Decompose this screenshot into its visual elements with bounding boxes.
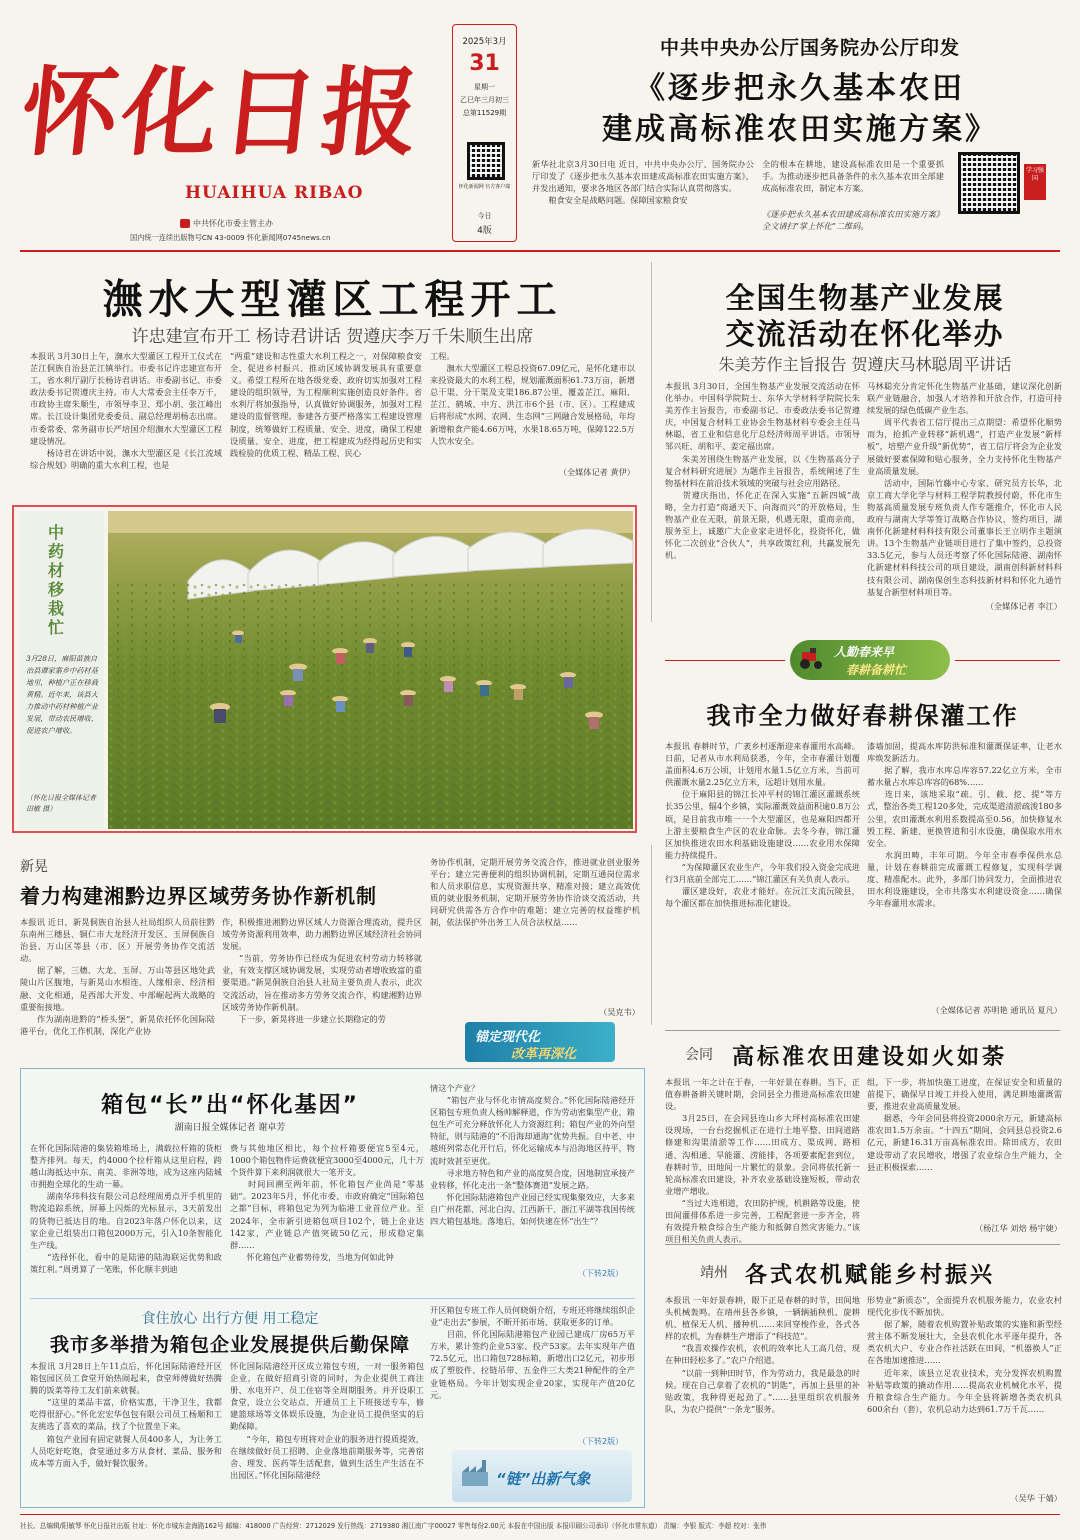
bags-byline: 湖南日报全媒体记者 谢卓芳 bbox=[174, 1123, 286, 1133]
machinery-title: 各式农机赋能乡村振兴 bbox=[745, 1263, 996, 1288]
pages-value: 4版 bbox=[477, 226, 492, 236]
lead-qr-code[interactable] bbox=[958, 152, 1020, 214]
lead-body-col2: 全的根本在耕地，建设高标准农田是一个重要抓手。为推动逐步把具备条件的永久基本农田全部建成高标准农田，制定本方案。 bbox=[762, 159, 944, 194]
date-day: 31 bbox=[469, 51, 500, 76]
irrigation-body-col1: 本报讯 3月30日上午，潕水大型灌区工程开工仪式在芷江侗族自治县芷江镇举行。市委书记许忠建宣布开工，省水利厅副厅长杨诗君讲话。市委副书记、市委政法委书记贺遵庆主持。市人大常委会主任李万千，市政协主席朱顺生，市领导李卫、郑小胡、张江峰出席。长江设计集团党委委员、副总经理胡杨志出席。市委常委、常务副市长严培国介绍潕水大型灌区工程建设情况。 杨诗君在讲话中说，潕水大型灌区是《长江流域综合规划》明确的重大水利工程，也是 bbox=[30, 351, 222, 470]
column-divider-2 bbox=[651, 845, 652, 1025]
factory-icon bbox=[460, 1458, 490, 1488]
date-box bbox=[452, 24, 517, 242]
spring-rule-right bbox=[955, 660, 1060, 661]
logistics-title: 我市多举措为箱包企业发展提供后勤保障 bbox=[49, 1334, 410, 1356]
bags-divider bbox=[30, 1298, 635, 1299]
farmland-title: 高标准农田建设如火如荼 bbox=[732, 1045, 1008, 1070]
farm-photo bbox=[108, 511, 633, 829]
lead-title-line2: 建成高标准农田实施方案》 bbox=[602, 112, 998, 147]
bio-title-line2: 交流活动在怀化举办 bbox=[725, 317, 1005, 351]
masthead-divider bbox=[20, 250, 1060, 252]
labor-body-col3: 务协作机制，定期开展劳务交流合作，推进就业创业服务平台；建立完善便利的组织协调机制，定期互通岗位需求和人员求职信息，实现资源共享、精准对接；建立高效优质的就业服务机制，定期开展劳务协作洽谈交流活动，共同研究供需各方合作中的难题；建立完善的权益维护机制，依法保护外出务工人员合法权益…… bbox=[430, 857, 640, 928]
masthead bbox=[0, 0, 1080, 248]
bio-subtitle: 朱美芳作主旨报告 贺遵庆马林聪周平讲话 bbox=[718, 355, 1012, 374]
bags-body-col3: 情这个产业？ “箱包产业与怀化市情高度契合。”怀化国际陆港经开区箱包专班负责人杨帅解释道，作为劳动密集型产业，箱包生产可充分释放怀化人力资源红利；箱包产业的外向型特征，则与陆港的“不沿海却通海”优势共振。自中老、中越班列常态化开行后，怀化运输成本与沿海地区持平，物流时效甚至更优。 寻求地方特色和产业的高度契合度，因地制宜承接产业转移，怀化走出一条“整体赛道”发展之路。 怀化国际陆港箱包产业园已经实现集聚效应，大多来自广州花都、河北白沟、江西新干、浙江平湖等我国传统四大箱包基地。落地后，如何快速在怀“出生”？ bbox=[430, 1083, 635, 1227]
xuexi-qr-badge: 学习强国 bbox=[1024, 164, 1046, 200]
photo-sidebar bbox=[18, 511, 104, 829]
farmland-kicker: 会同 bbox=[685, 1047, 713, 1063]
machinery-rule bbox=[665, 1244, 1060, 1245]
spring-rule bbox=[665, 660, 785, 661]
bags-title: 箱包“长”出“怀化基因” bbox=[101, 1093, 359, 1118]
masthead-qr-code[interactable] bbox=[467, 142, 505, 180]
lead-kicker: 中共中央办公厅国务院办公厅印发 bbox=[659, 37, 960, 59]
spring-body-col1: 本报讯 春耕时节，广袤乡村逐渐迎来春灌用水高峰。日前，记者从市水利局获悉，今年，全市春灌计划覆盖面积4.6万公顷，计划用水量1.5亿立方米，当前可供灌溉水量2.25亿立方米，远超计划用水量。 位于麻阳县的锦江长冲平村的锦江灌区灌溉系统长35公里，辐4个乡镇，实际灌溉效益面积逾0.8万公顷，是目前我市唯一一个大型灌区，也是麻阳四都开上游主要粮食生产区的农业命脉。去冬今春，锦江灌区加快推进农田水利基础设施建设……农业用水保障能力持续提升。 “为保障灌区农业生产，今年我们投入资金完成进行3月底前全部完工……”锦江灌区有关负责人表示。 灌区建设好，农业才能好。在沅江支流沅陵县，每个灌区都在加快推进标准化建设。 bbox=[665, 741, 860, 909]
issue-number: 总第11529期 bbox=[462, 109, 507, 117]
logistics-kicker: 食住放心 出行方便 用工稳定 bbox=[141, 1311, 319, 1327]
spring-body-col2: 漆墙加固，提高水库防洪标准和灌溉保证率，让老水库焕发新活力。 据了解，我市水库总库容57.22亿立方米，全市蓄水量占水库总库容的68%…… 连日来，该地采取“疏、引、截、挖、提”等方式，整治各类工程120多处，完成渠道清淤疏浚180多公里，农田灌溉水利用系数提高至0.56，加快修复水毁工程、新建、更换管道和引水设施，确保取水用水安全。 水润田畴，丰年可期。今年全市春季保供水总量，计划在春耕前完成灌溉工程修复，实现科学调度、精准配水。此外，多部门协同发力，全面推进农田水利设施建设，全市共落实水利建设资金……确保今年春灌用水需求。 bbox=[867, 741, 1063, 909]
farmland-body-col2: 组，下一步，将加快施工进度，在保证安全和质量的前提下，确保早日竣工并投入使用，满足耕地灌溉需要，推进农业高质量发展。 据悉，今年会同县将投资2000余万元，新建高标准农田1.5万余亩。“十四五”期间，会同县总投资2.6亿元，新建16.31万亩高标准农田。除田成方，农田建设带动了农民增收，增强了农业综合生产能力，全县正积极探索…… bbox=[867, 1077, 1062, 1172]
reform-badge bbox=[465, 1022, 615, 1062]
bio-byline: （全媒体记者 李江） bbox=[985, 601, 1062, 611]
labor-kicker: 新晃 bbox=[20, 859, 48, 875]
labor-byline: （吴克韦） bbox=[599, 1007, 640, 1017]
irrigation-byline: （全媒体记者 黄伊） bbox=[558, 467, 635, 477]
farmland-rule bbox=[665, 1030, 1060, 1031]
bio-body-col1: 本报讯 3月30日，全国生物基产业发展交流活动在怀化举办。中国科学院院士、东华大学材料学院院长朱美芳作主旨报告，市委副书记、市委政法委书记贺遵庆，中国复合材料工业协会生物基材料专委会主任马林聪，省工业和信息化厅总经济师周平讲话。市领导邹兴旺、胡和平、姜定福出席。 朱美芳围绕生物基产业发展，以《生物基高分子复合材料研究进展》为题作主旨报告，系统阐述了生物基材料在前沿技术领域的突破与社会应用路径。 贺遵庆指出，怀化正在深入实施“五新四城”战略，全力打造“商通天下、向海而兴”的开放格局，生物基产业在无限，前景无限，机遇无限，重商亲商，服务至上，诚邀广大企业家走进怀化，投资怀化，做怀化二次创业“合伙人”，共享政策红利，共赢发展先机。 bbox=[665, 381, 860, 561]
lead-note: 《逐步把永久基本农田建成高标准农田实施方案》全文请扫“掌上怀化”二维码。 bbox=[762, 209, 944, 232]
irrigation-subtitle: 许忠建宣布开工 杨诗君讲话 贺遵庆李万千朱顺生出席 bbox=[131, 327, 534, 347]
irrigation-title: 潕水大型灌区工程开工 bbox=[102, 277, 563, 323]
serial-number: 国内统一连续出版物号CN 43-0009 怀化新闻网0745news.cn bbox=[130, 233, 331, 242]
machinery-byline: （吴华 于婧） bbox=[1010, 1493, 1062, 1503]
logistics-body-col3: 开区箱包专班工作人员何晓娟介绍，专班还将继续组织企业“走出去”参展，不断开拓市场、获取更多的订单。 目前，怀化国际陆港箱包产业园已建成厂房65万平方米，累计签约企业53家、投产53家。去年实现年产值72.5亿元，出口箱包728标箱，新增出口2亿元，初步形成了塑胶件、拉链吊带、五金件三大类21种配件的全产业链格局。今年计划实现企业20家，实现年产值20亿元。 bbox=[430, 1305, 635, 1400]
logistics-body-col1: 本报讯 3月28日上午11点后，怀化国际陆港经开区箱包园区员工食堂开始热闹起来，食堂师傅做好热腾腾的饭菜等待工友们前来就餐。 “这里的菜品丰富，价格实惠，干净卫生，我都吃得很舒心。”怀化宏宏华包包有限公司员工杨顺和工友挑选了喜欢的菜品，找了个位置坐下来。 箱包产业园有固定就餐人员400多人，为让务工人员吃好吃饱，食堂通过多方从食材、菜品、服务和成本等方面入手，做好餐饮服务。 bbox=[30, 1361, 222, 1468]
footer-divider bbox=[20, 1514, 1060, 1515]
logistics-body-col2: 怀化国际陆港经开区成立箱包专班，一对一服务箱包企业，在做好招商引资的同时，为企业提供工商注册、水电开户、员工住宿等全周期服务。并开设职工食堂，设立公交站点、开通员工上下班接送专车，修建篮球场等文体娱乐设施，为企业员工提供坚实的后勤保障。 “今年，箱包专班将对企业的服务进行提质提效，在继续做好员工招聘、企业落地前期服务等，完善宿舍、理发、医药等生活配套，做到生活生产生活在不出园区。”怀化国际陆港经 bbox=[230, 1361, 424, 1480]
spring-badge-line1: 人勤春来早 bbox=[834, 645, 895, 659]
machinery-body-col1: 本报讯 一年好景春耕，眼下正是春耕的时节，田间地头机械轰鸣。在靖州县各乡镇，一辆辆插秧机、旋耕机、植保无人机、播种机……来回穿梭作业，各式各样的农机，为春耕生产增添了“科技范”。 “我喜欢操作农机，农机的效率比人工高几倍，现在种田轻松多了。”农户介绍道。 “以前一到种田时节，作为劳动力，我是最急的时候。现在自己拿着了农机的“钥匙”，再加上县里的补贴政策，我种得更起劲了。”……县里组织农机服务队，为农户提供“一条龙”服务。 bbox=[665, 1295, 860, 1414]
farmland-body-col1: 本报讯 一年之计在于春，一年好景在春耕。当下，正值春耕备耕关键时期，会同县全力推进高标准农田建设。 3月25日，在会同县连山乡大坪村高标准农田建设现场，一台台挖掘机正在进行土地平整、田间道路修建和沟渠清淤等工作……田成方、渠成网、路相通、沟相通、旱能灌、涝能排，各项要素配套到位，春耕时节，田地间一片繁忙的景象。会同将依托新一轮高标准农田建设，补齐农业基础设施短板，带动农业增产增收。 “当过大连相道，农田防护规，机耕路等设施，使田间灌排体系进一步完善，工程配套进一步齐全，将有效提升粮食综合生产能力和抵御自然灾害能力。”该项目相关负责人表示。 bbox=[665, 1077, 860, 1245]
spring-badge bbox=[790, 640, 950, 680]
reform-badge-line2: 改革再深化 bbox=[511, 1047, 577, 1062]
logistics-more-link[interactable]: （下转2版） bbox=[578, 1437, 624, 1446]
irrigation-body-col2: “两重”建设和志性重大水利工程之一，对保障粮食安全、促进乡村振兴、推动区域协调发展具有重要意义。希望工程所在地各级党委、政府切实加强对工程建设的组织领导，为工程顺利实施创造良好条件。省水利厅将加强指导，认真做好协调服务，加强对工程建设的监督管理。参建各方要严格落实工程建设管理制度，统筹做好工程质量、安全、进度，确保工程建设质量、安全、进度，把工程建成为经得起历史和实践检验的优质工程、精品工程、民心 bbox=[230, 351, 422, 458]
machinery-kicker: 靖州 bbox=[700, 1265, 728, 1281]
photo-vertical-title: 中药材移栽忙 bbox=[48, 523, 65, 637]
bio-body-col2: 马林聪充分肯定怀化生物基产业基础，建议深化创新联产业链融合，加强人才培养和开放合作，打造可持续发展的绿色低碳产业生态。 周平代表省工信厅提出三点期望：希望怀化顺势而为，抢抓产业转移“新机遇”，打造产业发展“新样板”，培塑产业升级“新优势”，省工信厅将会为企业发展做好要素保障和贴心服务，全力支持怀化生物基产业高质量发展。 活动中，国际竹藤中心专家、研究员方长华，北京工商大学化学与材料工程学院教授付蔚，怀化市生物基高质量发展专班负责人作专题推介，怀化市人民政府与湖南大学等签订战略合作协议，签约项目，湖南怀化新建材料科技有限公司董事长王立明作主题演讲。13个生物基产业链项目进行了集中签约，总投资33.5亿元，参与人员还考察了怀化国际陆港、湖南怀化新建材料科技公司的项目建设，湖南创科新材料科技有限公司、湖南保创生态科技新材料和怀化九通竹基复合新型材料项目等。 bbox=[867, 381, 1062, 597]
chain-badge bbox=[452, 1450, 632, 1502]
bags-body-col1: 在怀化国际陆港的集装箱堆场上，满载拉杆箱的货柜整齐排列。每天，约4000个拉杆箱从这里启程，跨越山海抵达中东、南美、非洲等地，成为这座内陆城市拥抱全球化的生动一幕。 湖南华玮科技有限公司总经理周勇点开手机里的物流追踪系统，屏幕上闪烁的光标显示，3天前发出的货物已抵达目的地。自2023年落户怀化以来，这家企业已组装出口箱包2000万元，引入10条智能化生产线。 “选择怀化，看中的是陆港的陆海联运优势和政策红利。”周勇算了一笔账，怀化顺丰到迪 bbox=[30, 1143, 222, 1274]
date-weekday: 星期一 bbox=[474, 83, 495, 91]
sponsor-logo-icon bbox=[180, 219, 190, 228]
tractor-icon bbox=[798, 648, 824, 670]
irrigation-body-col3: 工程。 潕水大型灌区工程总投资67.09亿元，是怀化建市以来投资最大的水利工程，规划灌溉面积61.73万亩，新增总干渠、分干渠及支渠186.87公里，覆盖芷江、麻阳、芷江、鹤城、中方、洪江市6个县（市、区）。工程建成后将形成“水网、农网、生态网”三网融合发展格局，年均新增粮食产能4.66万吨，水果18.65万吨，保障122.5万人饮水安全。 bbox=[430, 351, 635, 446]
date-lunar: 乙巳年三月初三 bbox=[460, 96, 509, 104]
bags-body-col2: 费与其他地区相比，每个拉杆箱要便宜5至4元，1000个箱包物件运费就便宜3000至4000元，几十万个货件算下来利润就很大一笔开支。 时间回溯至两年前，怀化箱包产业尚是“零基础”。2023年5月，怀化市委、市政府确定“国际箱包之都”目标，将箱包定为列为临港工业首位产业。至2024年，全市新引进箱包项目102个，链上企业达142家，产业链总产值突破50亿元，形成稳定集群…… 怀化箱包产业蓄势待发，当地为何如此钟 bbox=[230, 1143, 424, 1262]
photo-caption: 3月28日，麻阳苗族自治县谭家寨乡中药材基地里，种植户正在移栽黄精。近年来，该县大力推动中药材种植产业发展，带动农民增收、促进农户增收。 bbox=[26, 654, 98, 735]
lead-body-col1: 新华社北京3月30日电 近日，中共中央办公厅、国务院办公厅印发了《逐步把永久基本农田建成高标准农田实施方案》，并发出通知，要求各地区各部门结合实际认真贯彻落实。 粮食安全是战略问题。保障国家粮食安 bbox=[532, 159, 754, 206]
bio-title-line1: 全国生物基产业发展 bbox=[725, 281, 1005, 315]
newspaper-logo: 怀化日报 bbox=[16, 56, 428, 169]
footer-imprint: 社长、总编辑/阳敏琴 怀化日报社出版 社址：怀化市城东金海路162号 邮编：418000 广告经营：2712029 发行热线：2719380 湘江南广字00027 零售每份2.00元 本报在中国出版 本报印刷公司承印（怀化市常东道） 责编：李银 版式：李超 校对：张伟 bbox=[20, 1522, 767, 1530]
labor-body-col1: 本报讯 近日，新晃侗族自治县人社局组织人员前往黔东南州三穗县、铜仁市大龙经济开发区、玉屏侗族自治县、万山区等县（市、区）开展劳务协作交流活动。 据了解，三穗、大龙、玉屏、万山等县区地处武陵山片区腹地，与新晃山水相连、人缘相亲、经济相融、文化相通，是西部大开发、中部崛起两大战略的重要衔接地。 作为湖南进黔的“桥头堡”，新晃依托怀化国际陆港平台，优化工作机制，深化产业协 bbox=[20, 917, 215, 1036]
photo-credit: （怀化日报全媒体记者 田敏 摄） bbox=[26, 794, 96, 813]
chain-badge-text: “链”出新气象 bbox=[496, 1470, 591, 1488]
lead-title-line1: 《逐步把永久基本农田 bbox=[635, 71, 965, 106]
reform-badge-line1: 锚定现代化 bbox=[475, 1030, 541, 1045]
pages-label: 今日 bbox=[477, 212, 492, 220]
qr-caption: 怀化新闻网 官方客户端 bbox=[458, 184, 511, 190]
bags-more-link[interactable]: （下转2版） bbox=[578, 1269, 624, 1278]
spring-title: 我市全力做好春耕保灌工作 bbox=[706, 702, 1019, 730]
sponsor-line: 中共怀化市委主管主办 bbox=[180, 218, 273, 229]
machinery-body-col2: 形势业“新质态”，全面提升农机服务能力，农业农村现代化步伐不断加快。 据了解，随着农机购置补贴政策的实施和新型经营主体不断发展壮大，全县农机化水平逐年提升，各类农机大户、专业合作社活跃在田间，“机器换人”正在各地加速推进…… 近年来，该县立足农业技术，充分发挥农机购置补贴等政策的撬动作用……提高农业机械化水平，提升粮食综合生产能力。今年全县将新增各类农机具600余台（套），农机总动力达到61.7万千瓦…… bbox=[867, 1295, 1062, 1414]
column-divider bbox=[651, 262, 652, 622]
farmland-byline: （杨江华 刘焙 杨宇婕） bbox=[974, 1223, 1062, 1233]
labor-body-col2: 作，积极推进湘黔边界区域人力资源合理流动，提升区域劳务资源利用效率，助力湘黔边界区域经济社会协同发展。 “当前，劳务协作已经成为促进农村劳动力转移就业，有效支撑区域协调发展，实现劳动者增收致富的重要渠道。”新晃侗族自治县人社局主要负责人表示，此次交流活动，旨在推动多方劳务交流合作，构建湘黔边界区域劳务协作新机制。 下一步，新晃将进一步建立长期稳定的劳 bbox=[222, 917, 422, 1024]
spring-byline: （全媒体记者 苏明艳 通讯员 夏凡） bbox=[931, 1005, 1062, 1015]
date-year-month: 2025年3月 bbox=[462, 37, 507, 47]
photo-frame bbox=[12, 505, 637, 833]
newspaper-pinyin: HUAIHUA RIBAO bbox=[185, 183, 364, 203]
spring-badge-line2: 春耕备耕忙 bbox=[846, 663, 907, 677]
labor-title: 着力构建湘黔边界区域劳务协作新机制 bbox=[20, 884, 377, 908]
